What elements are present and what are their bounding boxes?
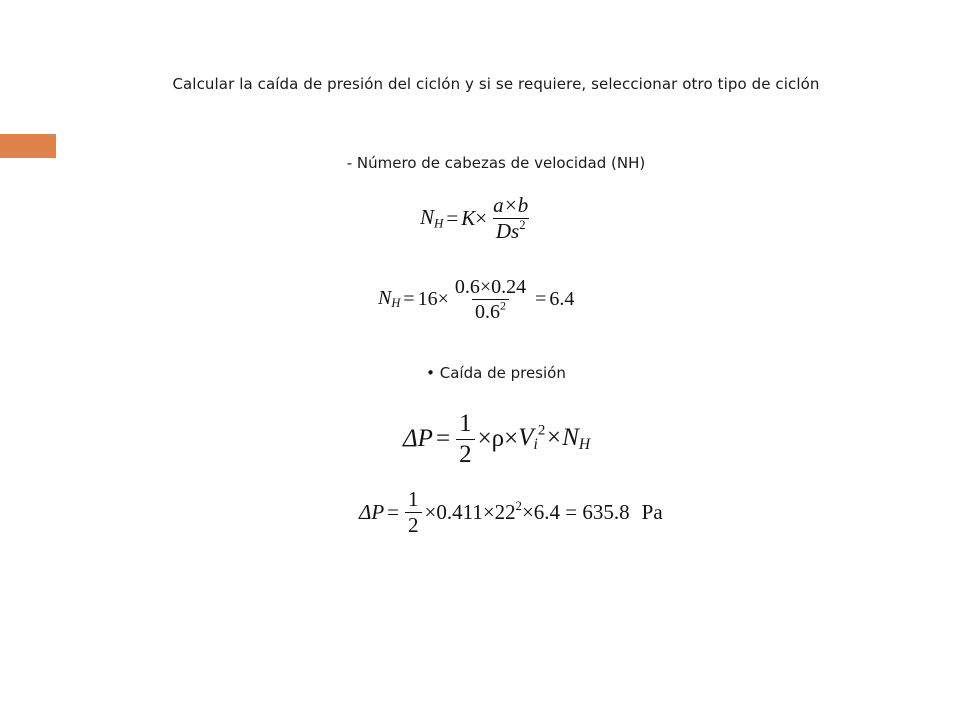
formula-velocity-term: $V_i^2$	[518, 422, 546, 453]
equals-sign: =	[403, 288, 415, 310]
fraction-denominator: 2	[405, 512, 422, 537]
times-sign: ×	[475, 206, 488, 231]
slide-title: Calcular la caída de presión del ciclón y si se requiere, seleccionar otro tipo de ciclón	[172, 75, 820, 93]
fraction-ab-over-ds2	[490, 194, 531, 243]
fraction-numeric	[452, 276, 529, 323]
fraction-numerator: a×b	[493, 193, 529, 217]
fraction-denominator: 2	[456, 439, 475, 469]
formula-pressure-drop-numeric	[359, 488, 663, 537]
fraction-one-half	[456, 410, 475, 468]
formula-nh-lhs: $N_H$	[420, 205, 444, 231]
fraction-numerator: 1	[408, 487, 419, 511]
fraction-numerator: 0.6×0.24	[454, 276, 527, 298]
formula-nh-term: $\times N_H$	[545, 424, 591, 453]
equals-sign: =	[435, 425, 451, 452]
fraction-numerator: 1	[459, 410, 472, 437]
bullet-icon: •	[426, 364, 435, 382]
formula-nh-numeric	[378, 276, 574, 323]
equals-sign: =	[446, 206, 459, 231]
equals-sign: =	[535, 288, 547, 310]
fraction-one-half	[405, 488, 422, 537]
section-heading-text: Caída de presión	[439, 364, 566, 382]
fraction-denominator: Ds$^2$	[493, 218, 529, 243]
fraction-denominator: $0.6^2$	[472, 299, 509, 323]
formula-rho-term: ×ρ×	[477, 425, 519, 452]
formula-coefficient: 16×	[417, 288, 449, 310]
formula-delta-p: ΔP	[359, 500, 385, 525]
formula-result: 6.4	[549, 288, 575, 310]
formula-k: K	[461, 206, 476, 231]
formula-nh-lhs: $N_H$	[378, 287, 401, 311]
formula-unit: Pa	[641, 500, 663, 525]
equals-sign: =	[387, 500, 399, 525]
section-heading-velocity-heads: - Número de cabezas de velocidad (NH)	[346, 154, 646, 172]
formula-pressure-drop-general	[403, 410, 590, 468]
formula-nh-general	[420, 194, 534, 243]
formula-delta-p: ΔP	[403, 425, 433, 452]
section-heading-pressure-drop	[0, 364, 960, 382]
formula-numeric-body: $\times 0.411\times 22^2\times 6.4 = 635.8$	[424, 499, 630, 525]
